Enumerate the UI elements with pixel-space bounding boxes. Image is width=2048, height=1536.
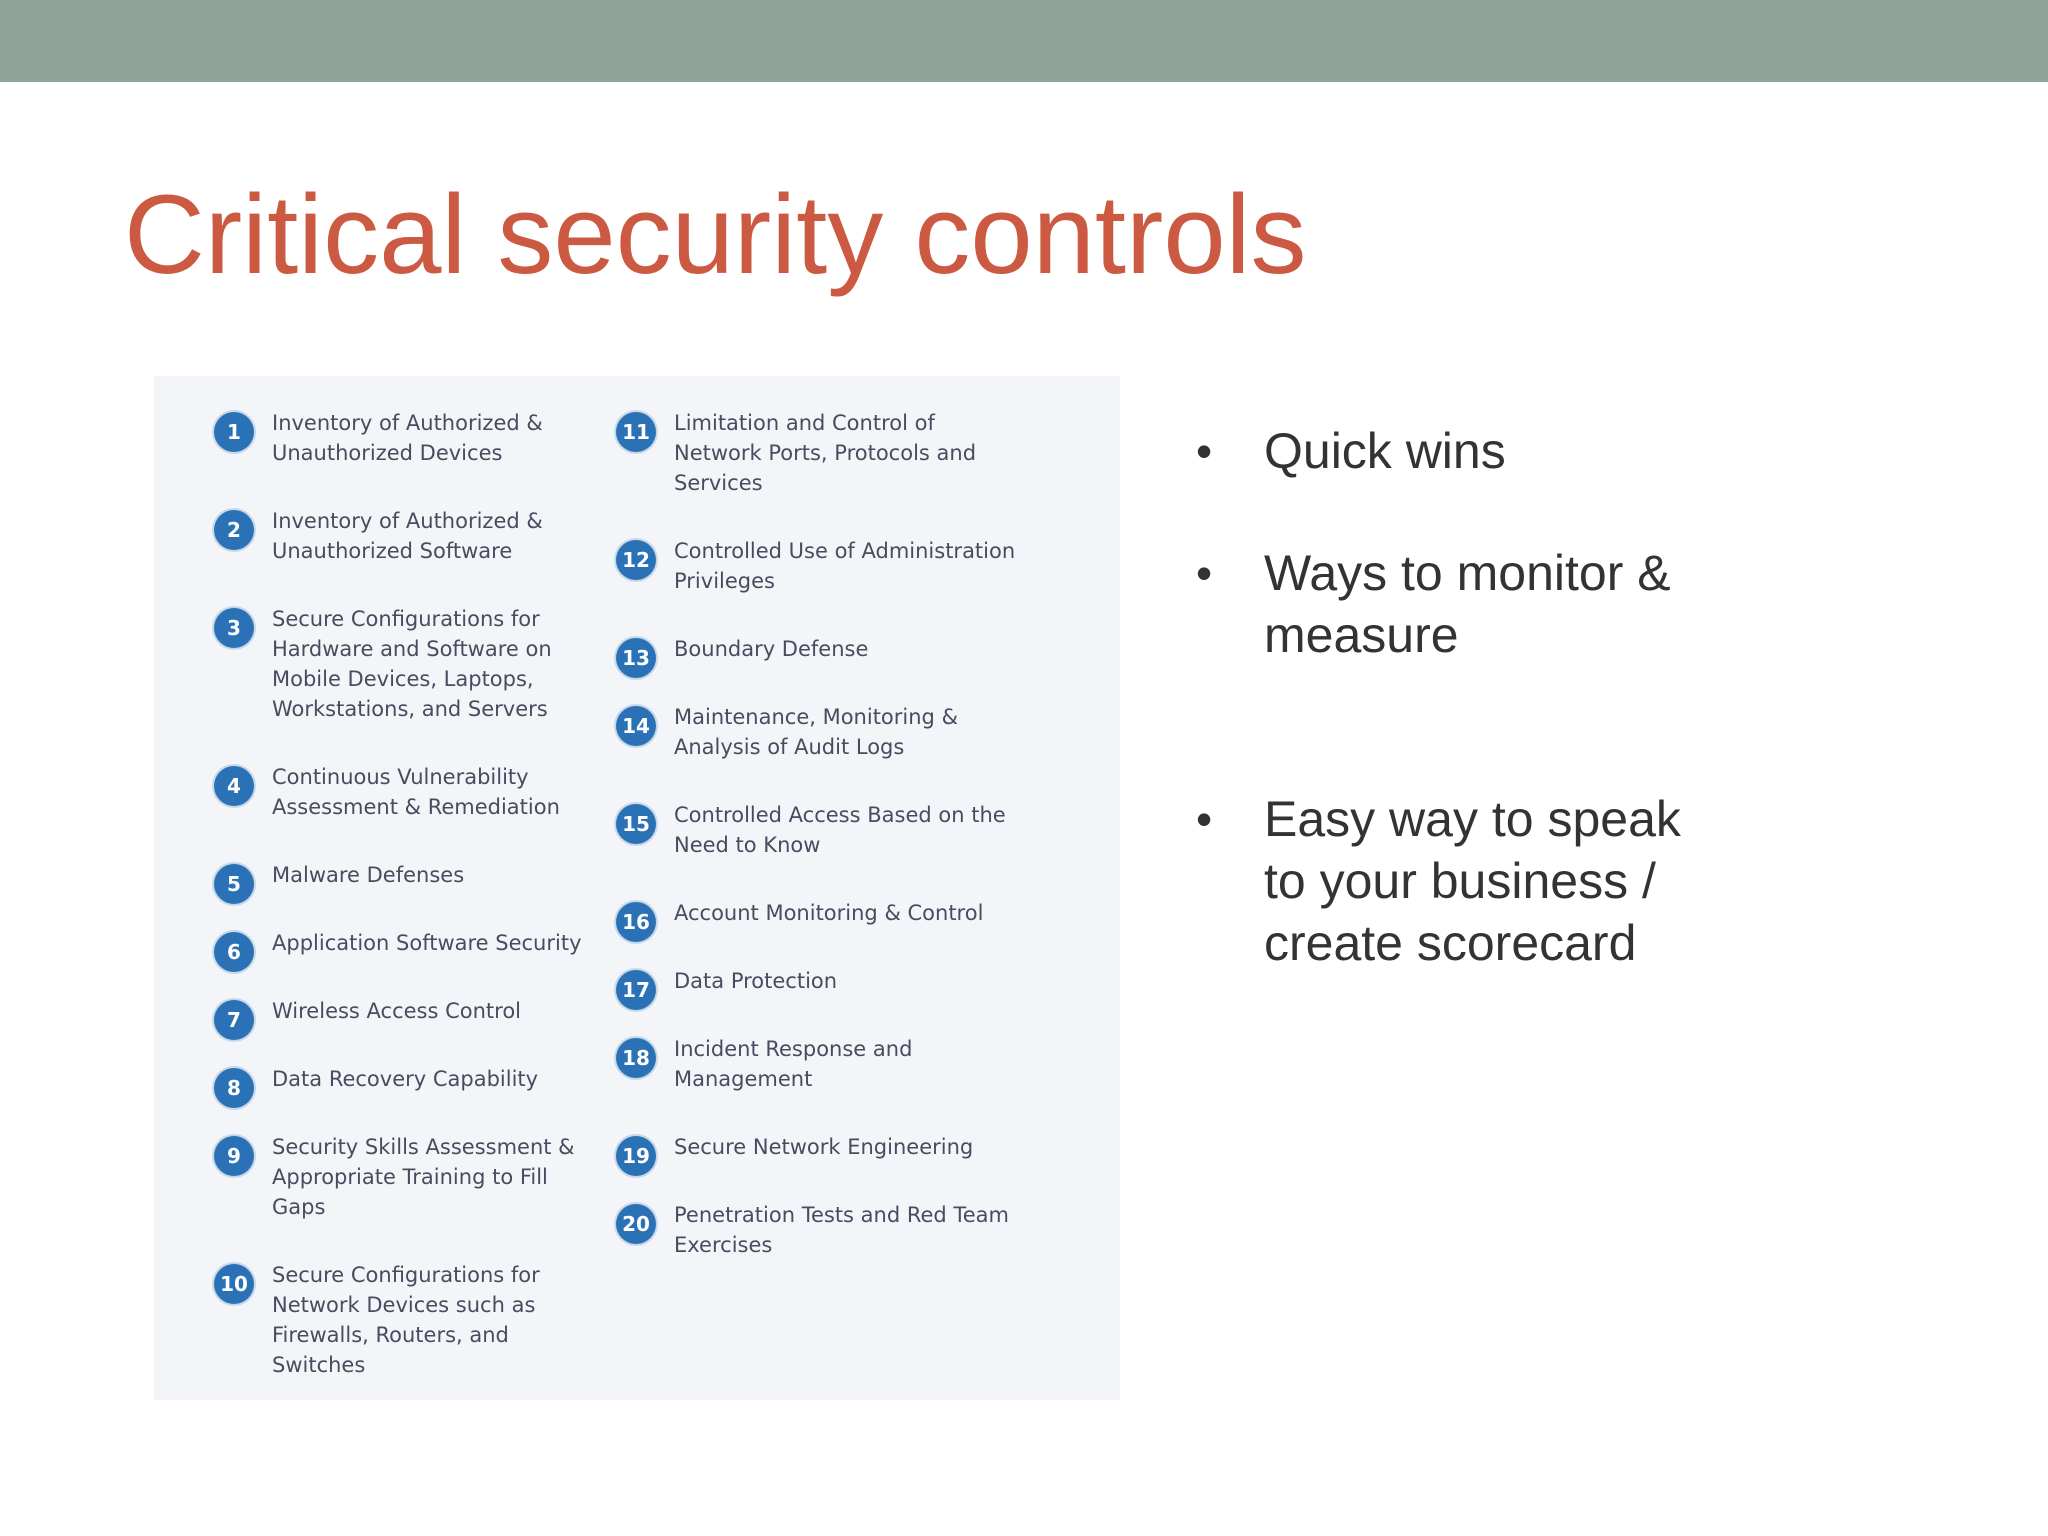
control-label: Controlled Use of Administration Privileges <box>674 539 1016 593</box>
control-label: Secure Network Engineering <box>674 1135 974 1159</box>
number-badge-icon: 3 <box>214 608 254 648</box>
number-badge-icon: 1 <box>214 412 254 452</box>
control-label: Secure Configurations for Hardware and Software on Mobile Devices, Laptops, Workstations, and Servers <box>272 607 552 721</box>
number-badge-icon: 18 <box>616 1038 656 1078</box>
control-label: Wireless Access Control <box>272 999 522 1023</box>
control-label: Controlled Access Based on the Need to Know <box>674 803 1006 857</box>
number-badge-icon: 19 <box>616 1136 656 1176</box>
number-badge-icon: 2 <box>214 510 254 550</box>
bullet-text: Easy way to speak to your business / create scorecard <box>1264 791 1681 971</box>
number-badge-icon: 6 <box>214 932 254 972</box>
control-label: Limitation and Control of Network Ports, Protocols and Services <box>674 411 977 495</box>
control-label: Application Software Security <box>272 931 582 955</box>
control-label: Continuous Vulnerability Assessment & Remediation <box>272 765 560 819</box>
bullet-dot-icon: • <box>1196 793 1213 845</box>
slide-title: Critical security controls <box>124 172 1307 297</box>
control-label: Incident Response and Management <box>674 1037 913 1091</box>
control-label: Secure Configurations for Network Devices such as Firewalls, Routers, and Switches <box>272 1263 540 1377</box>
number-badge-icon: 4 <box>214 766 254 806</box>
number-badge-icon: 15 <box>616 804 656 844</box>
number-badge-icon: 8 <box>214 1068 254 1108</box>
number-badge-icon: 16 <box>616 902 656 942</box>
top-bar <box>0 0 2048 82</box>
number-badge-icon: 20 <box>616 1204 656 1244</box>
number-badge-icon: 9 <box>214 1136 254 1176</box>
control-label: Inventory of Authorized & Unauthorized Devices <box>272 411 543 465</box>
number-badge-icon: 10 <box>214 1264 254 1304</box>
number-badge-icon: 7 <box>214 1000 254 1040</box>
number-badge-icon: 13 <box>616 638 656 678</box>
number-badge-icon: 17 <box>616 970 656 1010</box>
control-label: Account Monitoring & Control <box>674 901 984 925</box>
control-label: Boundary Defense <box>674 637 869 661</box>
control-label: Inventory of Authorized & Unauthorized Software <box>272 509 543 563</box>
control-label: Malware Defenses <box>272 863 465 887</box>
control-label: Maintenance, Monitoring & Analysis of Audit Logs <box>674 705 958 759</box>
number-badge-icon: 12 <box>616 540 656 580</box>
bullet-dot-icon: • <box>1196 425 1213 477</box>
control-label: Data Protection <box>674 969 838 993</box>
bullet-text: Quick wins <box>1264 423 1506 479</box>
controls-panel <box>154 376 1120 1400</box>
control-label: Penetration Tests and Red Team Exercises <box>674 1203 1009 1257</box>
control-label: Data Recovery Capability <box>272 1067 539 1091</box>
bullet-dot-icon: • <box>1196 547 1213 599</box>
bullet-text: Ways to monitor & measure <box>1264 545 1671 663</box>
number-badge-icon: 5 <box>214 864 254 904</box>
control-label: Security Skills Assessment & Appropriate Training to Fill Gaps <box>272 1135 575 1219</box>
number-badge-icon: 11 <box>616 412 656 452</box>
number-badge-icon: 14 <box>616 706 656 746</box>
